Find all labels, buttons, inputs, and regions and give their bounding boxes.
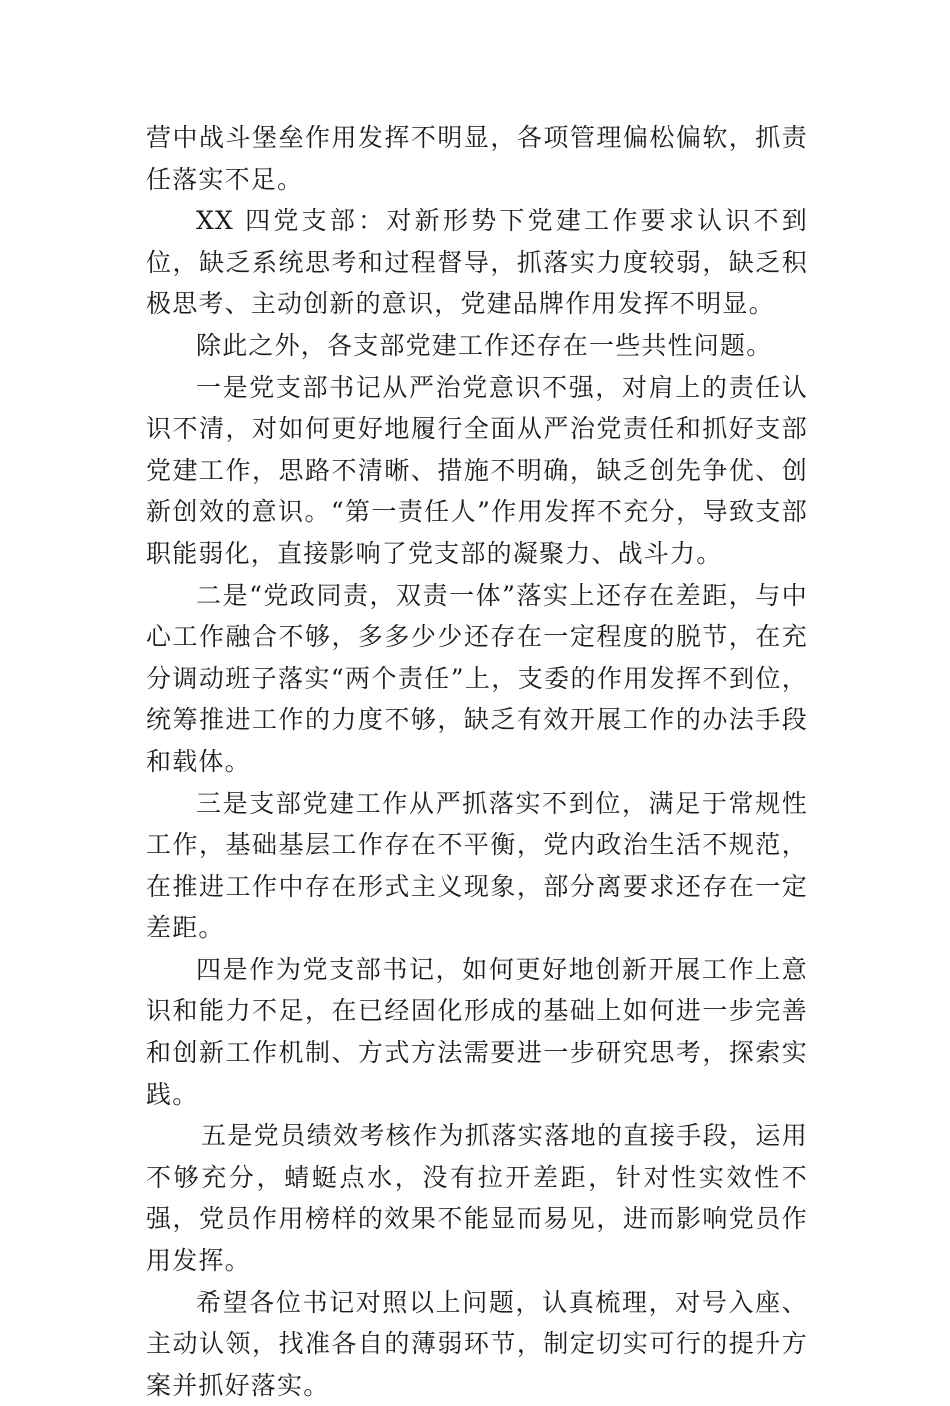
paragraph-issue-three: 三是支部党建工作从严抓落实不到位，满足于常规性工作，基础基层工作存在不平衡，党内政治生活不规范，在推进工作中存在形式主义现象，部分离要求还存在一定差距。 (146, 788, 808, 943)
paragraph-common-issues-intro: 除此之外，各支部党建工作还存在一些共性问题。 (196, 330, 773, 360)
paragraph-continuation: 营中战斗堡垒作用发挥不明显，各项管理偏松偏软，抓责任落实不足。 (146, 123, 808, 194)
paragraph-issue-two: 二是“党政同责，双责一体”落实上还存在差距，与中心工作融合不够，多多少少还存在一定程度的脱节，在充分调动班子落实“两个责任”上，支委的作用发挥不到位，统筹推进工作的力度不够，缺乏有效开展工作的办法手段和载体。 (146, 580, 808, 776)
paragraph-issue-four: 四是作为党支部书记，如何更好地创新开展工作上意识和能力不足，在已经固化形成的基础上如何进一步完善和创新工作机制、方式方法需要进一步研究思考，探索实践。 (146, 954, 808, 1109)
paragraph-issue-five: 五是党员绩效考核作为抓落实落地的直接手段，运用不够充分，蜻蜓点水，没有拉开差距，针对性实效性不强，党员作用榜样的效果不能显而易见，进而影响党员作用发挥。 (146, 1121, 808, 1276)
paragraph-issue-one: 一是党支部书记从严治党意识不强，对肩上的责任认识不清，对如何更好地履行全面从严治党责任和抓好支部党建工作，思路不清晰、措施不明确，缺乏创先争优、创新创效的意识。“第一责任人”作用发挥不充分，导致支部职能弱化，直接影响了党支部的凝聚力、战斗力。 (146, 372, 808, 568)
document-body (146, 117, 808, 1406)
paragraph-closing: 希望各位书记对照以上问题，认真梳理，对号入座、主动认领，找准各自的薄弱环节，制定切实可行的提升方案并抓好落实。 (146, 1287, 808, 1400)
paragraph-branch-four: XX 四党支部：对新形势下党建工作要求认识不到位，缺乏系统思考和过程督导，抓落实力度较弱，缺乏积极思考、主动创新的意识，党建品牌作用发挥不明显。 (146, 206, 808, 319)
